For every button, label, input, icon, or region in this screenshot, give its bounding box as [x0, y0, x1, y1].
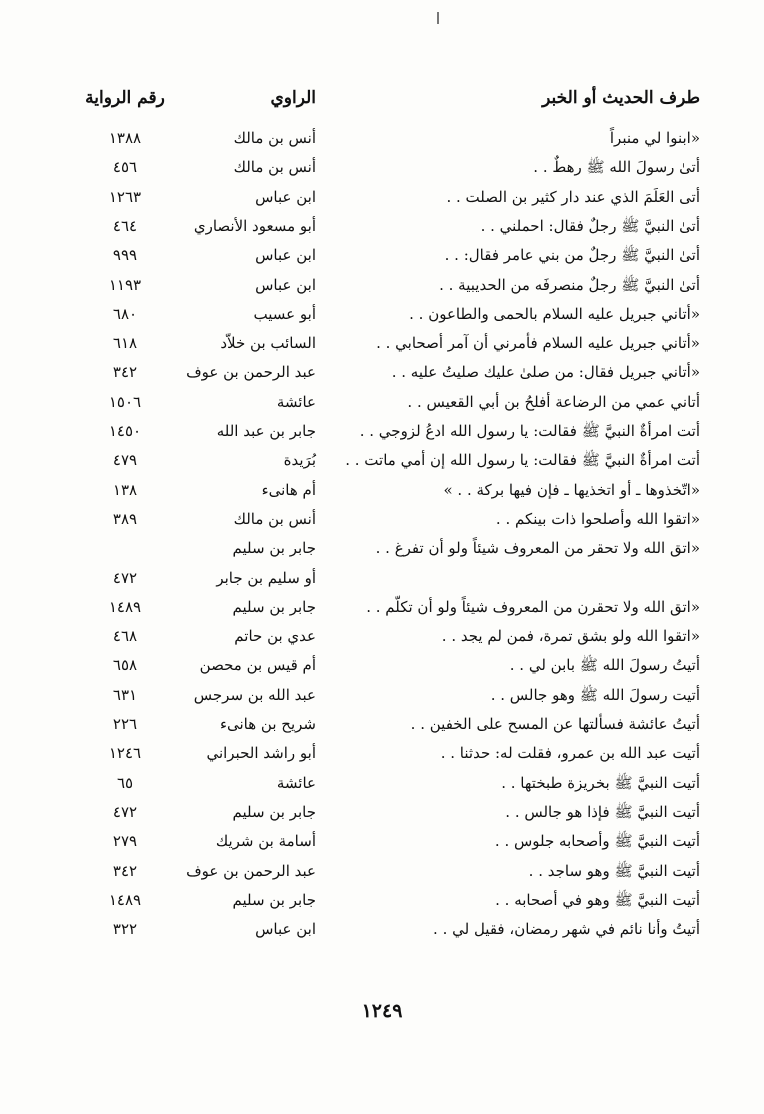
- row-text: أتيت النبيَّ ﷺ بخريزة طبختها . .: [501, 773, 700, 792]
- row-narrator: أبو راشد الحبراني: [206, 744, 316, 763]
- table-row: [0, 799, 764, 825]
- row-narrator: ابن عباس: [255, 246, 316, 265]
- table-row: [0, 389, 764, 415]
- row-text: «اتقوا الله وأصلحوا ذات بينكم . .: [495, 509, 700, 528]
- row-number: ٦٨٠: [112, 304, 138, 323]
- row-narrator: جابر بن سليم: [232, 802, 316, 821]
- row-text: «أتاني جبريل عليه السلام فأمرني أن آمر أصحابي . .: [376, 334, 700, 353]
- table-row: [0, 301, 764, 327]
- row-number: ٣٢٢: [112, 920, 138, 939]
- row-narrator: جابر بن سليم: [232, 890, 316, 909]
- row-text: أتيت النبيَّ ﷺ وهو في أصحابه . .: [495, 890, 700, 909]
- table-row: [0, 447, 764, 473]
- row-narrator: عبد الرحمن بن عوف: [186, 363, 316, 382]
- row-number: ١٢٦٣: [108, 187, 142, 206]
- table-row: [0, 770, 764, 796]
- row-narrator: جابر بن سليم: [232, 539, 316, 558]
- row-number: ٦٥: [116, 773, 134, 792]
- row-narrator: السائب بن خلاّد: [220, 334, 316, 353]
- table-row: [0, 858, 764, 884]
- row-narrator: جابر بن سليم: [232, 597, 316, 616]
- table-row: [0, 740, 764, 766]
- row-text: أتىٰ النبيَّ ﷺ رجلٌ من بني عامر فقال: . .: [444, 246, 700, 265]
- row-narrator: عائشة: [276, 773, 316, 792]
- table-row: [0, 213, 764, 239]
- table-row: [0, 418, 764, 444]
- row-narrator: أم قيس بن محصن: [199, 656, 316, 675]
- row-text: «ابنوا لي منبراً: [609, 129, 700, 147]
- row-number: ١١٩٣: [108, 275, 142, 294]
- row-text: «أتاني جبريل فقال: من صلىٰ عليك صليتُ عليه . .: [391, 363, 700, 382]
- row-number: ٤٧٢: [112, 802, 138, 821]
- row-number: ١٥٠٦: [108, 392, 142, 411]
- row-narrator: شريح بن هانىء: [219, 715, 316, 733]
- row-narrator: ابن عباس: [255, 187, 316, 206]
- table-row: [0, 565, 764, 591]
- row-narrator: عبد الله بن سرجس: [193, 685, 316, 704]
- table-row: [0, 359, 764, 385]
- row-number: ١٤٨٩: [108, 597, 142, 616]
- row-text: أتيتُ عائشة فسألتها عن المسح على الخفين . .: [410, 715, 700, 733]
- table-row: [0, 272, 764, 298]
- row-text: أتت امرأةٌ النبيَّ ﷺ فقالت: يا رسول الله إن أمي ماتت . .: [345, 451, 700, 470]
- row-text: أتيت النبيَّ ﷺ وهو ساجد . .: [528, 861, 700, 880]
- row-number: ٢٢٦: [112, 715, 138, 733]
- row-text: أتت امرأةٌ النبيَّ ﷺ فقالت: يا رسول الله ادعُ لزوجي . .: [359, 422, 700, 440]
- table-row: [0, 535, 764, 561]
- row-narrator: أم هانىء: [261, 480, 316, 499]
- table-row: [0, 330, 764, 356]
- row-text: أتيت النبيَّ ﷺ وأصحابه جلوس . .: [494, 832, 700, 851]
- row-number: ٣٨٩: [112, 509, 138, 528]
- row-text: أتىٰ النبيَّ ﷺ رجلٌ منصرفَه من الحديبية . .: [439, 275, 700, 294]
- row-text: «اتق الله ولا تحقر من المعروف شيئاً ولو أن تفرغ . .: [375, 539, 700, 558]
- row-text: «اتقوا الله ولو بشق تمرة، فمن لم يجد . .: [441, 627, 700, 646]
- table-row: [0, 506, 764, 532]
- row-number: ١٤٥٠: [108, 422, 142, 440]
- row-number: ٤٧٩: [112, 451, 138, 470]
- row-number: ٤٦٤: [112, 216, 138, 235]
- table-row: [0, 125, 764, 151]
- row-text: أتيتُ رسولَ الله ﷺ بابن لي . .: [509, 656, 700, 675]
- row-narrator: عدي بن حاتم: [234, 627, 316, 646]
- table-row: [0, 242, 764, 268]
- row-number: ٦١٨: [112, 334, 138, 353]
- table-row: [0, 594, 764, 620]
- row-number: ٢٧٩: [112, 832, 138, 851]
- row-number: ٤٦٨: [112, 627, 138, 646]
- row-narrator: أسامة بن شريك: [215, 832, 316, 851]
- row-text: أتىٰ النبيَّ ﷺ رجلٌ فقال: احملني . .: [480, 216, 700, 235]
- table-row: [0, 828, 764, 854]
- table-row: [0, 682, 764, 708]
- row-narrator: أبو عسيب: [253, 304, 316, 323]
- header-narrator-column: الراوي: [270, 88, 316, 108]
- row-number: ٦٣١: [112, 685, 138, 704]
- table-row: [0, 184, 764, 210]
- header-number-column: رقم الرواية: [85, 88, 165, 108]
- row-number: ١٤٨٩: [108, 890, 142, 909]
- page-number: ١٢٤٩: [361, 1000, 403, 1022]
- row-text: «أتاني جبريل عليه السلام بالحمى والطاعون . .: [409, 304, 700, 323]
- row-narrator: أنس بن مالك: [233, 129, 316, 147]
- row-number: ١٣٨: [112, 480, 138, 499]
- table-row: [0, 623, 764, 649]
- row-narrator: أو سليم بن جابر: [216, 568, 316, 587]
- row-number: ٣٤٢: [112, 861, 138, 880]
- row-text: «اتّخذوها ـ أو اتخذيها ـ فإن فيها بركة . . »: [443, 480, 700, 499]
- row-text: أتاني عمي من الرضاعة أفلحُ بن أبي القعيس . .: [407, 392, 700, 411]
- row-number: ٩٩٩: [112, 246, 138, 265]
- header-text-column: طرف الحديث أو الخبر: [542, 88, 700, 108]
- table-row: [0, 887, 764, 913]
- row-narrator: ابن عباس: [255, 920, 316, 939]
- table-row: [0, 711, 764, 737]
- table-row: [0, 477, 764, 503]
- row-narrator: عبد الرحمن بن عوف: [186, 861, 316, 880]
- row-narrator: جابر بن عبد الله: [216, 422, 316, 440]
- row-number: ٤٧٢: [112, 568, 138, 587]
- table-row: [0, 154, 764, 180]
- table-header: [0, 88, 764, 118]
- row-narrator: ابن عباس: [255, 275, 316, 294]
- row-text: أتيت عبد الله بن عمرو، فقلت له: حدثنا . .: [440, 744, 700, 763]
- row-narrator: بُرَيدة: [283, 451, 316, 470]
- row-narrator: أنس بن مالك: [233, 509, 316, 528]
- row-text: أتى العَلَمَ الذي عند دار كثير بن الصلت . .: [446, 187, 700, 206]
- row-text: أتيت النبيَّ ﷺ فإذا هو جالس . .: [505, 802, 700, 821]
- table-row: [0, 652, 764, 678]
- row-number: ٤٥٦: [112, 158, 138, 177]
- row-number: ٣٤٢: [112, 363, 138, 382]
- row-narrator: أبو مسعود الأنصاري: [193, 216, 316, 235]
- table-row: [0, 916, 764, 942]
- row-text: أتىٰ رسولَ الله ﷺ رهطٌ . .: [533, 158, 700, 177]
- row-text: «اتق الله ولا تحقرن من المعروف شيئاً ولو أن تكلّم . .: [366, 597, 700, 616]
- row-number: ٦٥٨: [112, 656, 138, 675]
- row-text: أتيت رسولَ الله ﷺ وهو جالس . .: [490, 685, 700, 704]
- row-number: ١٢٤٦: [108, 744, 142, 763]
- row-narrator: عائشة: [276, 392, 316, 411]
- row-narrator: أنس بن مالك: [233, 158, 316, 177]
- row-number: ١٣٨٨: [108, 129, 142, 147]
- row-text: أتيتُ وأنا نائم في شهر رمضان، فقيل لي . .: [433, 920, 700, 939]
